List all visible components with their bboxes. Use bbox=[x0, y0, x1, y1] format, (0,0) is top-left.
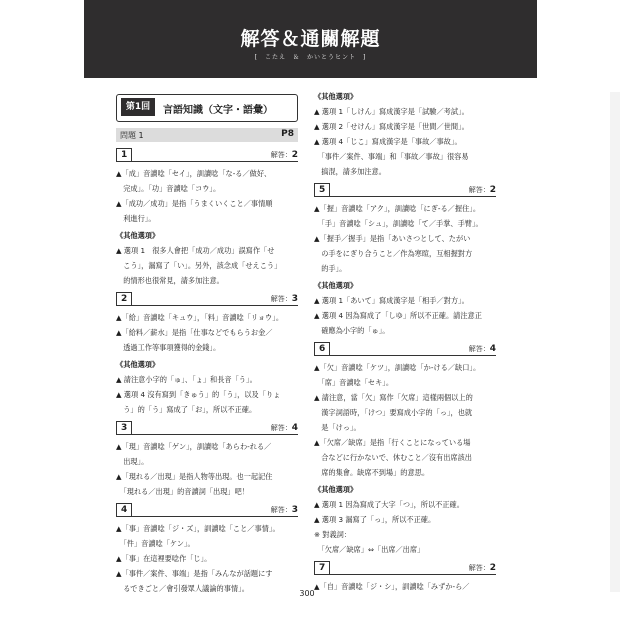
section-heading: 《其他選項》 bbox=[314, 281, 358, 290]
question-header bbox=[314, 343, 496, 356]
explanation-line: ▲「現」音讀唸「ゲン」，訓讀唸「あらわ-れる／ bbox=[116, 442, 272, 451]
answer-label bbox=[271, 505, 298, 515]
answer-prefix: 解答： bbox=[270, 424, 292, 432]
explanation-line: ▲ 選項 4 因為寫成了「しゆ」所以不正確。請注意正 bbox=[314, 311, 482, 320]
explanation-line: 「手」音讀唸「シュ」，訓讀唸「て／手掌、手臂」。 bbox=[314, 219, 483, 228]
answer-value: 3 bbox=[291, 505, 298, 515]
page-number: 300 bbox=[299, 589, 315, 598]
header-banner bbox=[84, 0, 537, 78]
explanation-line: 「件」音讀唸「ケン」。 bbox=[116, 539, 195, 548]
explanation-line: ▲ 選項 1 因為寫成了大字「つ」，所以不正確。 bbox=[314, 500, 464, 509]
page-title: 解答＆通關解題 bbox=[240, 28, 381, 50]
answer-value: 2 bbox=[489, 185, 496, 195]
answer-label bbox=[271, 294, 298, 304]
question-number: 5 bbox=[314, 183, 330, 196]
problem-bar bbox=[116, 128, 298, 142]
explanation-line: 「欠席／缺席」⇔「出席／出席」 bbox=[314, 545, 425, 554]
question-number: 7 bbox=[314, 561, 330, 574]
explanation-line: ▲ 選項 4「じこ」寫成漢字是「事故／事故」。 bbox=[314, 137, 462, 146]
explanation-line: ▲ 選項 1「しけん」寫成漢字是「試驗／考試」。 bbox=[314, 107, 469, 116]
section-heading: 《其他選項》 bbox=[116, 231, 160, 240]
explanation-line: こう」，漏寫了「い」。另外，該念成「せえこう」 bbox=[116, 261, 282, 270]
answer-prefix: 解答： bbox=[468, 564, 490, 572]
explanation-line: 的情形也很常見，請多加注意。 bbox=[116, 276, 224, 285]
explanation-line: 「席」音讀唸「セキ」。 bbox=[314, 378, 394, 387]
question-number: 1 bbox=[116, 148, 132, 161]
page-subtitle: [ こたえ ＆ かいとうヒント ] bbox=[254, 54, 367, 61]
page-edge-shade bbox=[610, 92, 620, 592]
problem-page-ref: P8 bbox=[281, 129, 294, 139]
left-column bbox=[116, 86, 298, 597]
explanation-line: 利進行」。 bbox=[116, 214, 156, 223]
explanation-line: ▲ 請注意小字的「ゅ」、「ょ」和長音「う」。 bbox=[116, 375, 257, 384]
answer-prefix: 解答： bbox=[468, 345, 490, 353]
explanation-line: 漢字詞語時，「けつ」要寫成小字的「っ」，也就 bbox=[314, 408, 473, 417]
explanation-line: ▲「事」音讀唸「ジ・ズ」，訓讀唸「こと／事情」。 bbox=[116, 524, 280, 533]
chapter-title: 言語知識（文字・語彙） bbox=[163, 105, 273, 116]
explanation-line: 是「けっ」。 bbox=[314, 423, 361, 432]
explanation-line: 完成」。「功」音讀唸「コウ」。 bbox=[116, 184, 221, 193]
explanation-line: ▲「欠」音讀唸「ケツ」，訓讀唸「か-ける／缺口」。 bbox=[314, 363, 481, 372]
explanation-line: 「事件／案件、事端」和「事故／事故」很容易 bbox=[314, 152, 469, 161]
explanation-line: ▲ 選項 1 很多人會把「成功／成功」誤寫作「せ bbox=[116, 246, 275, 255]
explanation-line: ▲「成功／成功」是指「うまくいくこと／事情順 bbox=[116, 199, 273, 208]
answer-value: 4 bbox=[291, 423, 298, 433]
answer-prefix: 解答： bbox=[468, 186, 490, 194]
answer-value: 4 bbox=[489, 344, 496, 354]
explanation-line: ▲「事件／案件、事端」是指「みんなが話題にす bbox=[116, 569, 273, 578]
explanation-line: ▲「現れる／出現」是指人物等出現。也一起記住 bbox=[116, 472, 273, 481]
question-header bbox=[116, 504, 298, 517]
answer-prefix: 解答： bbox=[270, 151, 292, 159]
section-heading: 《其他選項》 bbox=[314, 485, 358, 494]
explanation-line: ▲「欠席／缺席」是指「行くことになっている場 bbox=[314, 438, 471, 447]
explanation-line: ▲「事」在這裡要唸作「じ」。 bbox=[116, 554, 212, 563]
question-number: 3 bbox=[116, 421, 132, 434]
answer-label bbox=[469, 563, 496, 573]
problem-label: 問題 1 bbox=[120, 131, 144, 140]
question-header bbox=[314, 562, 496, 575]
answer-value: 2 bbox=[291, 150, 298, 160]
answer-label bbox=[271, 423, 298, 433]
question-header bbox=[116, 149, 298, 162]
explanation-line: ▲ 選項 4 沒有寫到「きゅう」的「う」，以及「りょ bbox=[116, 390, 281, 399]
question-number: 2 bbox=[116, 292, 132, 305]
section-heading: 《其他選項》 bbox=[314, 92, 358, 101]
explanation-line: 搞混，請多加注意。 bbox=[314, 167, 386, 176]
explanation-line: ※ 對義詞： bbox=[314, 530, 352, 539]
explanation-line: 席的集會。缺席不到場」的意思。 bbox=[314, 468, 430, 477]
explanation-line: 透過工作等事項獲得的金錢」。 bbox=[116, 343, 221, 352]
answer-label bbox=[469, 344, 496, 354]
explanation-line: ▲ 選項 2「せけん」寫成漢字是「世間／世間」。 bbox=[314, 122, 469, 131]
explanation-line: ▲「成」音讀唸「セイ」，訓讀唸「な-る／做好、 bbox=[116, 169, 272, 178]
explanation-line: ▲「自」音讀唸「ジ・シ」，訓讀唸「みずか-ら／ bbox=[314, 582, 470, 591]
explanation-line: ▲「給料／薪水」是指「仕事などでもらうお金／ bbox=[116, 328, 273, 337]
answer-value: 3 bbox=[291, 294, 298, 304]
right-column bbox=[314, 86, 496, 595]
answer-prefix: 解答： bbox=[270, 295, 292, 303]
explanation-line: るできごと／會引發眾人議論的事情」。 bbox=[116, 584, 249, 593]
question-number: 4 bbox=[116, 503, 132, 516]
explanation-line: 出現」。 bbox=[116, 457, 149, 466]
explanation-line: ▲「握」音讀唸「アク」，訓讀唸「にぎ-る／握住」。 bbox=[314, 204, 481, 213]
explanation-line: 「現れる／出現」的音讀詞「出現」吧！ bbox=[116, 487, 249, 496]
explanation-line: ▲ 選項 3 漏寫了「っ」，所以不正確。 bbox=[314, 515, 436, 524]
chapter-header bbox=[116, 94, 298, 122]
explanation-line: ▲「握手／握手」是指「あいさつとして、たがい bbox=[314, 234, 471, 243]
answer-value: 2 bbox=[489, 563, 496, 573]
answer-label bbox=[271, 150, 298, 160]
chapter-badge: 第1回 bbox=[121, 98, 155, 116]
explanation-line: う」的「う」寫成了「お」，所以不正確。 bbox=[116, 405, 257, 414]
explanation-line: ▲ 請注意，當「欠」寫作「欠席」這樣兩個以上的 bbox=[314, 393, 473, 402]
explanation-line: 確應為小字的「ゅ」。 bbox=[314, 326, 390, 335]
explanation-line: 的手」。 bbox=[314, 264, 347, 273]
question-header bbox=[116, 293, 298, 306]
explanation-line: 合などに行かないで、休むこと／沒有出席該出 bbox=[314, 453, 472, 462]
book-page bbox=[116, 86, 498, 598]
explanation-line: ▲「給」音讀唸「キュウ」，「料」音讀唸「リョウ」。 bbox=[116, 313, 284, 322]
question-number: 6 bbox=[314, 342, 330, 355]
section-heading: 《其他選項》 bbox=[116, 360, 160, 369]
explanation-line: ▲ 選項 1「あいて」寫成漢字是「相手／對方」。 bbox=[314, 296, 469, 305]
answer-prefix: 解答： bbox=[270, 506, 292, 514]
question-header bbox=[116, 422, 298, 435]
answer-label bbox=[469, 185, 496, 195]
question-header bbox=[314, 184, 496, 197]
explanation-line: の手をにぎり合うこと／作為寒暄，互相握對方 bbox=[314, 249, 473, 258]
